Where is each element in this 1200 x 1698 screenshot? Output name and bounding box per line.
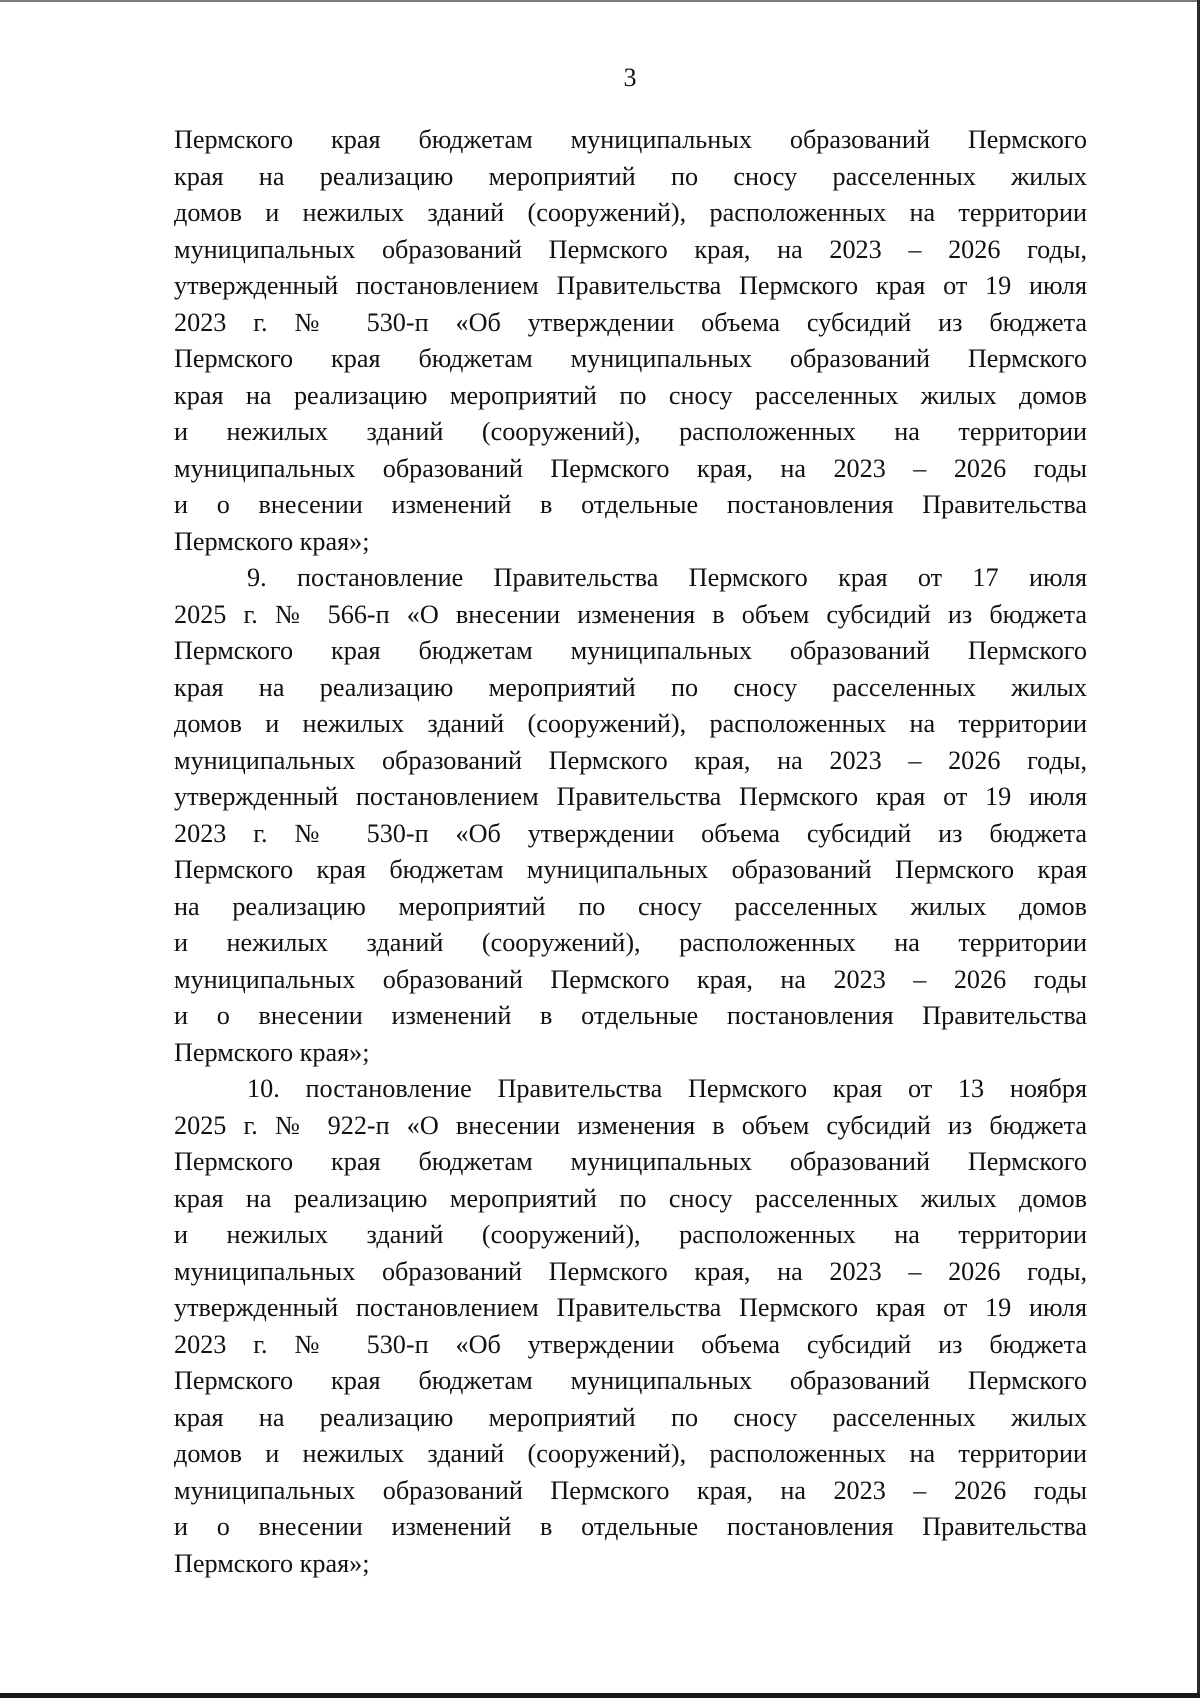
text-line: и о внесении изменений в отдельные постановления Правительства [174, 1001, 1087, 1030]
text-line: края на реализацию мероприятий по сносу расселенных жилых домов [174, 380, 1087, 410]
text-line: муниципальных образований Пермского края, на 2023 – 2026 годы [174, 453, 1087, 483]
document-body [174, 122, 1087, 1582]
text-line: Пермского края бюджетам муниципальных образований Пермского края [174, 855, 1087, 884]
text-line: муниципальных образований Пермского края, на 2023 – 2026 годы, [174, 745, 1087, 775]
text-line: муниципальных образований Пермского края, на 2023 – 2026 годы [174, 964, 1087, 994]
text-line: края на реализацию мероприятий по сносу расселенных жилых [174, 161, 1087, 191]
text-line: Пермского края бюджетам муниципальных образований Пермского [174, 1366, 1087, 1395]
text-line: и о внесении изменений в отдельные постановления Правительства [174, 490, 1087, 519]
text-line: домов и нежилых зданий (сооружений), расположенных на территории [174, 709, 1087, 738]
text-line: муниципальных образований Пермского края, на 2023 – 2026 годы, [174, 234, 1087, 264]
text-line: Пермского края»; [174, 1548, 370, 1578]
paragraph-continuation [174, 122, 1087, 560]
text-line: и о внесении изменений в отдельные постановления Правительства [174, 1512, 1087, 1541]
text-line: 10. постановление Правительства Пермского края от 13 ноября [247, 1074, 1087, 1103]
text-line: Пермского края бюджетам муниципальных образований Пермского [174, 636, 1087, 665]
text-line: края на реализацию мероприятий по сносу расселенных жилых домов [174, 1183, 1087, 1213]
text-line: Пермского края»; [174, 526, 370, 556]
text-line: Пермского края бюджетам муниципальных образований Пермского [174, 344, 1087, 373]
page-number: 3 [623, 63, 637, 92]
text-line: и нежилых зданий (сооружений), расположенных на территории [174, 928, 1087, 957]
text-line: края на реализацию мероприятий по сносу расселенных жилых [174, 1402, 1087, 1432]
text-line: на реализацию мероприятий по сносу расселенных жилых домов [174, 891, 1087, 921]
text-line: 2025 г. № 566-п «О внесении изменения в объем субсидий из бюджета [174, 599, 1087, 629]
paragraph-item-9 [174, 560, 1087, 1071]
paragraph-item-10 [174, 1071, 1087, 1582]
text-line: утвержденный постановлением Правительства Пермского края от 19 июля [174, 1293, 1087, 1322]
text-line: 2023 г. № 530-п «Об утверждении объема субсидий из бюджета [174, 307, 1087, 337]
text-line: 9. постановление Правительства Пермского края от 17 июля [247, 563, 1087, 592]
text-line: домов и нежилых зданий (сооружений), расположенных на территории [174, 198, 1087, 227]
text-line: и нежилых зданий (сооружений), расположенных на территории [174, 417, 1087, 446]
scan-edge-top [0, 0, 1200, 2]
text-line: 2025 г. № 922-п «О внесении изменения в объем субсидий из бюджета [174, 1110, 1087, 1140]
text-line: 2023 г. № 530-п «Об утверждении объема субсидий из бюджета [174, 818, 1087, 848]
text-line: 2023 г. № 530-п «Об утверждении объема субсидий из бюджета [174, 1329, 1087, 1359]
text-line: Пермского края бюджетам муниципальных образований Пермского [174, 1147, 1087, 1176]
text-line: края на реализацию мероприятий по сносу расселенных жилых [174, 672, 1087, 702]
text-line: утвержденный постановлением Правительства Пермского края от 19 июля [174, 782, 1087, 811]
text-line: и нежилых зданий (сооружений), расположенных на территории [174, 1220, 1087, 1249]
text-line: муниципальных образований Пермского края, на 2023 – 2026 годы [174, 1475, 1087, 1505]
text-line: утвержденный постановлением Правительства Пермского края от 19 июля [174, 271, 1087, 300]
scan-edge-bottom [0, 1693, 1200, 1698]
text-line: домов и нежилых зданий (сооружений), расположенных на территории [174, 1439, 1087, 1468]
text-line: Пермского края»; [174, 1037, 370, 1067]
text-line: муниципальных образований Пермского края, на 2023 – 2026 годы, [174, 1256, 1087, 1286]
text-line: Пермского края бюджетам муниципальных образований Пермского [174, 125, 1087, 154]
